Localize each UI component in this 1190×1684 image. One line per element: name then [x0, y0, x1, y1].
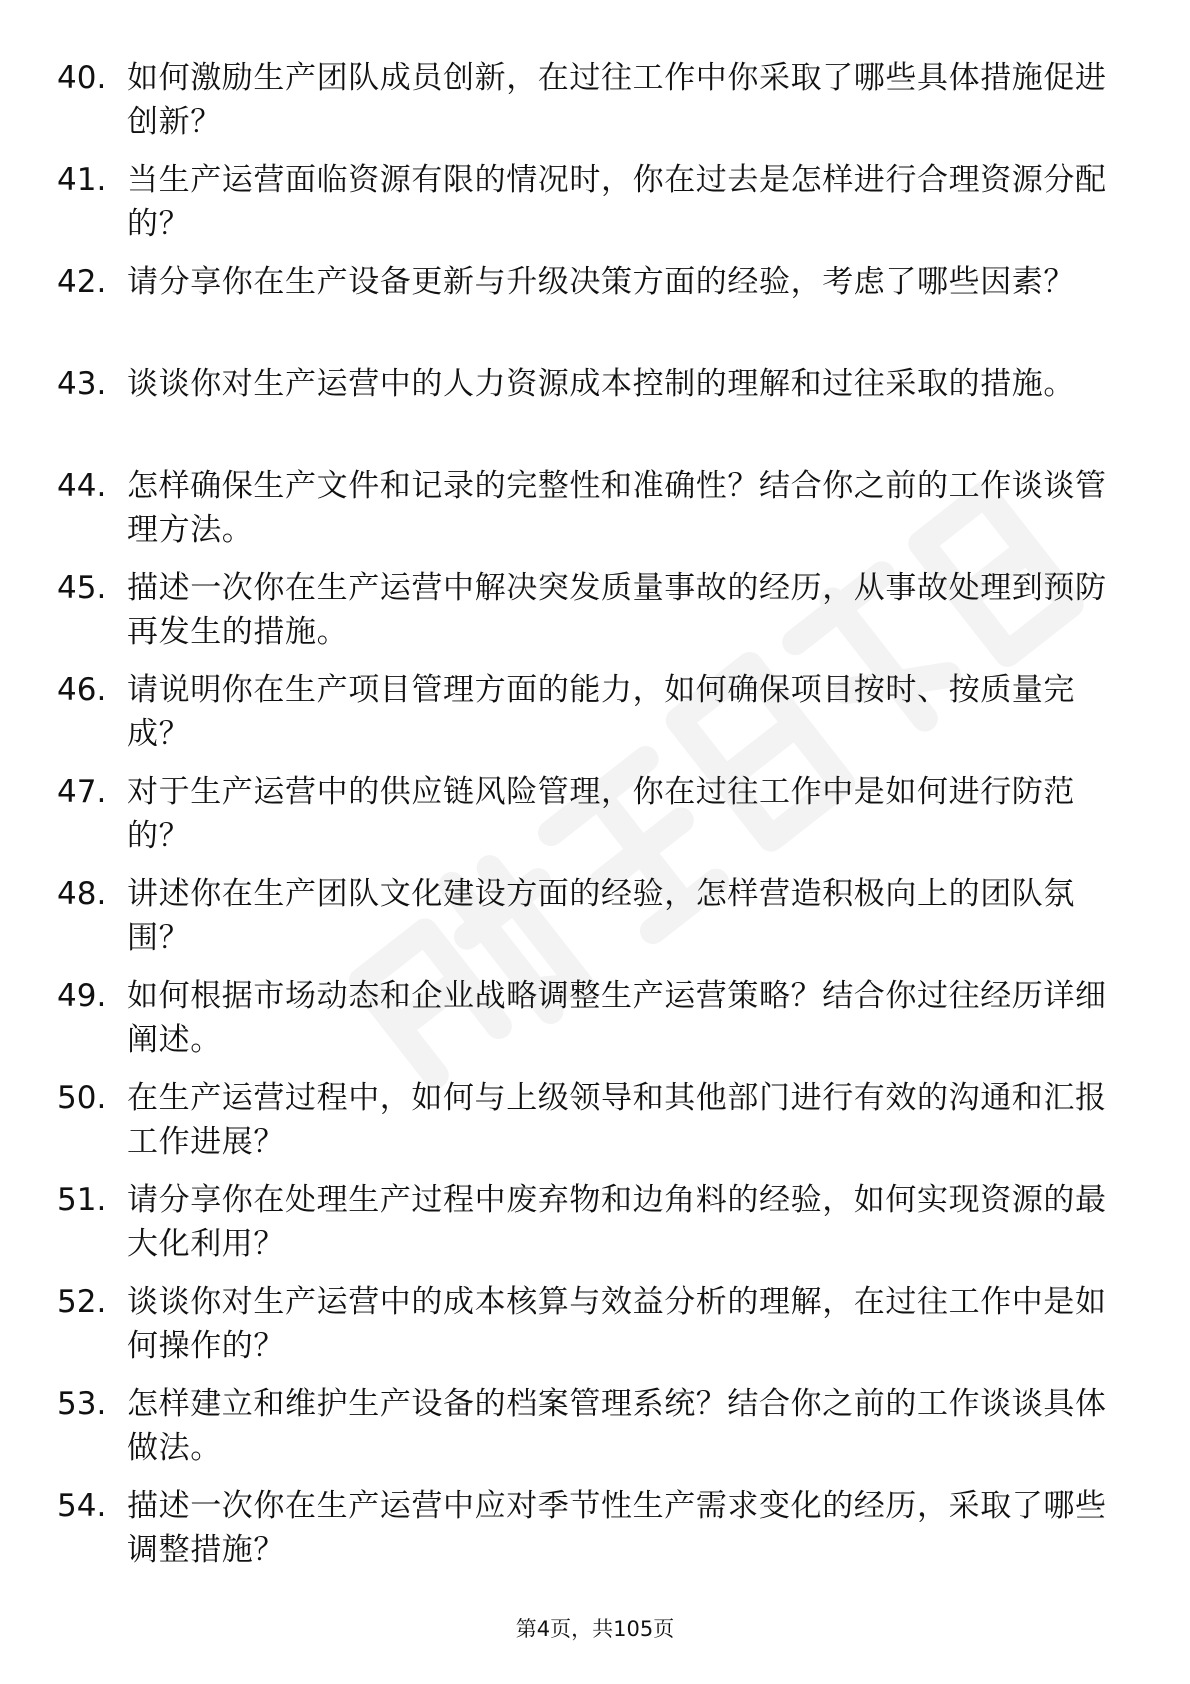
- list-item: [0, 260, 1190, 362]
- list-item: [0, 1076, 1190, 1178]
- list-item: [0, 668, 1190, 770]
- question-text: 当生产运营面临资源有限的情况时，你在过去是怎样进行合理资源分配的？: [127, 162, 1107, 242]
- question-number: 45.: [57, 570, 107, 606]
- question-text: 讲述你在生产团队文化建设方面的经验，怎样营造积极向上的团队氛围？: [127, 876, 1075, 956]
- list-item: [0, 1280, 1190, 1382]
- question-number: 44.: [57, 468, 107, 504]
- question-number: 41.: [57, 162, 107, 198]
- list-item: [0, 1178, 1190, 1280]
- list-item: [0, 1382, 1190, 1484]
- question-text: 在生产运营过程中，如何与上级领导和其他部门进行有效的沟通和汇报工作进展？: [127, 1080, 1107, 1160]
- list-item: [0, 770, 1190, 872]
- question-number: 47.: [57, 774, 107, 810]
- question-number: 53.: [57, 1386, 107, 1422]
- list-item: [0, 872, 1190, 974]
- list-item: [0, 974, 1190, 1076]
- list-item: [0, 464, 1190, 566]
- question-text: 如何激励生产团队成员创新，在过往工作中你采取了哪些具体措施促进创新？: [127, 60, 1107, 140]
- question-number: 52.: [57, 1284, 107, 1320]
- list-item: [0, 56, 1190, 158]
- question-text: 如何根据市场动态和企业战略调整生产运营策略？结合你过往经历详细阐述。: [127, 978, 1107, 1058]
- list-item: [0, 566, 1190, 668]
- question-number: 51.: [57, 1182, 107, 1218]
- question-list: [0, 56, 1190, 1586]
- question-number: 54.: [57, 1488, 107, 1524]
- question-text: 谈谈你对生产运营中的人力资源成本控制的理解和过往采取的措施。: [127, 366, 1075, 402]
- question-text: 请分享你在处理生产过程中废弃物和边角料的经验，如何实现资源的最大化利用？: [127, 1182, 1107, 1262]
- question-text: 请分享你在生产设备更新与升级决策方面的经验，考虑了哪些因素？: [127, 264, 1075, 300]
- question-number: 42.: [57, 264, 107, 300]
- list-item: [0, 158, 1190, 260]
- question-number: 46.: [57, 672, 107, 708]
- question-number: 43.: [57, 366, 107, 402]
- question-text: 描述一次你在生产运营中应对季节性生产需求变化的经历，采取了哪些调整措施？: [127, 1488, 1107, 1568]
- list-item: [0, 1484, 1190, 1586]
- question-number: 48.: [57, 876, 107, 912]
- question-number: 50.: [57, 1080, 107, 1116]
- page-number-label: 第4页，共105页: [515, 1617, 675, 1641]
- page-footer: [0, 1615, 1190, 1643]
- list-item: [0, 362, 1190, 464]
- question-text: 怎样建立和维护生产设备的档案管理系统？结合你之前的工作谈谈具体做法。: [127, 1386, 1107, 1466]
- question-text: 描述一次你在生产运营中解决突发质量事故的经历，从事故处理到预防再发生的措施。: [127, 570, 1107, 650]
- question-text: 对于生产运营中的供应链风险管理，你在过往工作中是如何进行防范的？: [127, 774, 1075, 854]
- question-number: 49.: [57, 978, 107, 1014]
- question-text: 怎样确保生产文件和记录的完整性和准确性？结合你之前的工作谈谈管理方法。: [127, 468, 1107, 548]
- question-text: 请说明你在生产项目管理方面的能力，如何确保项目按时、按质量完成？: [127, 672, 1075, 752]
- question-number: 40.: [57, 60, 107, 96]
- question-text: 谈谈你对生产运营中的成本核算与效益分析的理解，在过往工作中是如何操作的？: [127, 1284, 1107, 1364]
